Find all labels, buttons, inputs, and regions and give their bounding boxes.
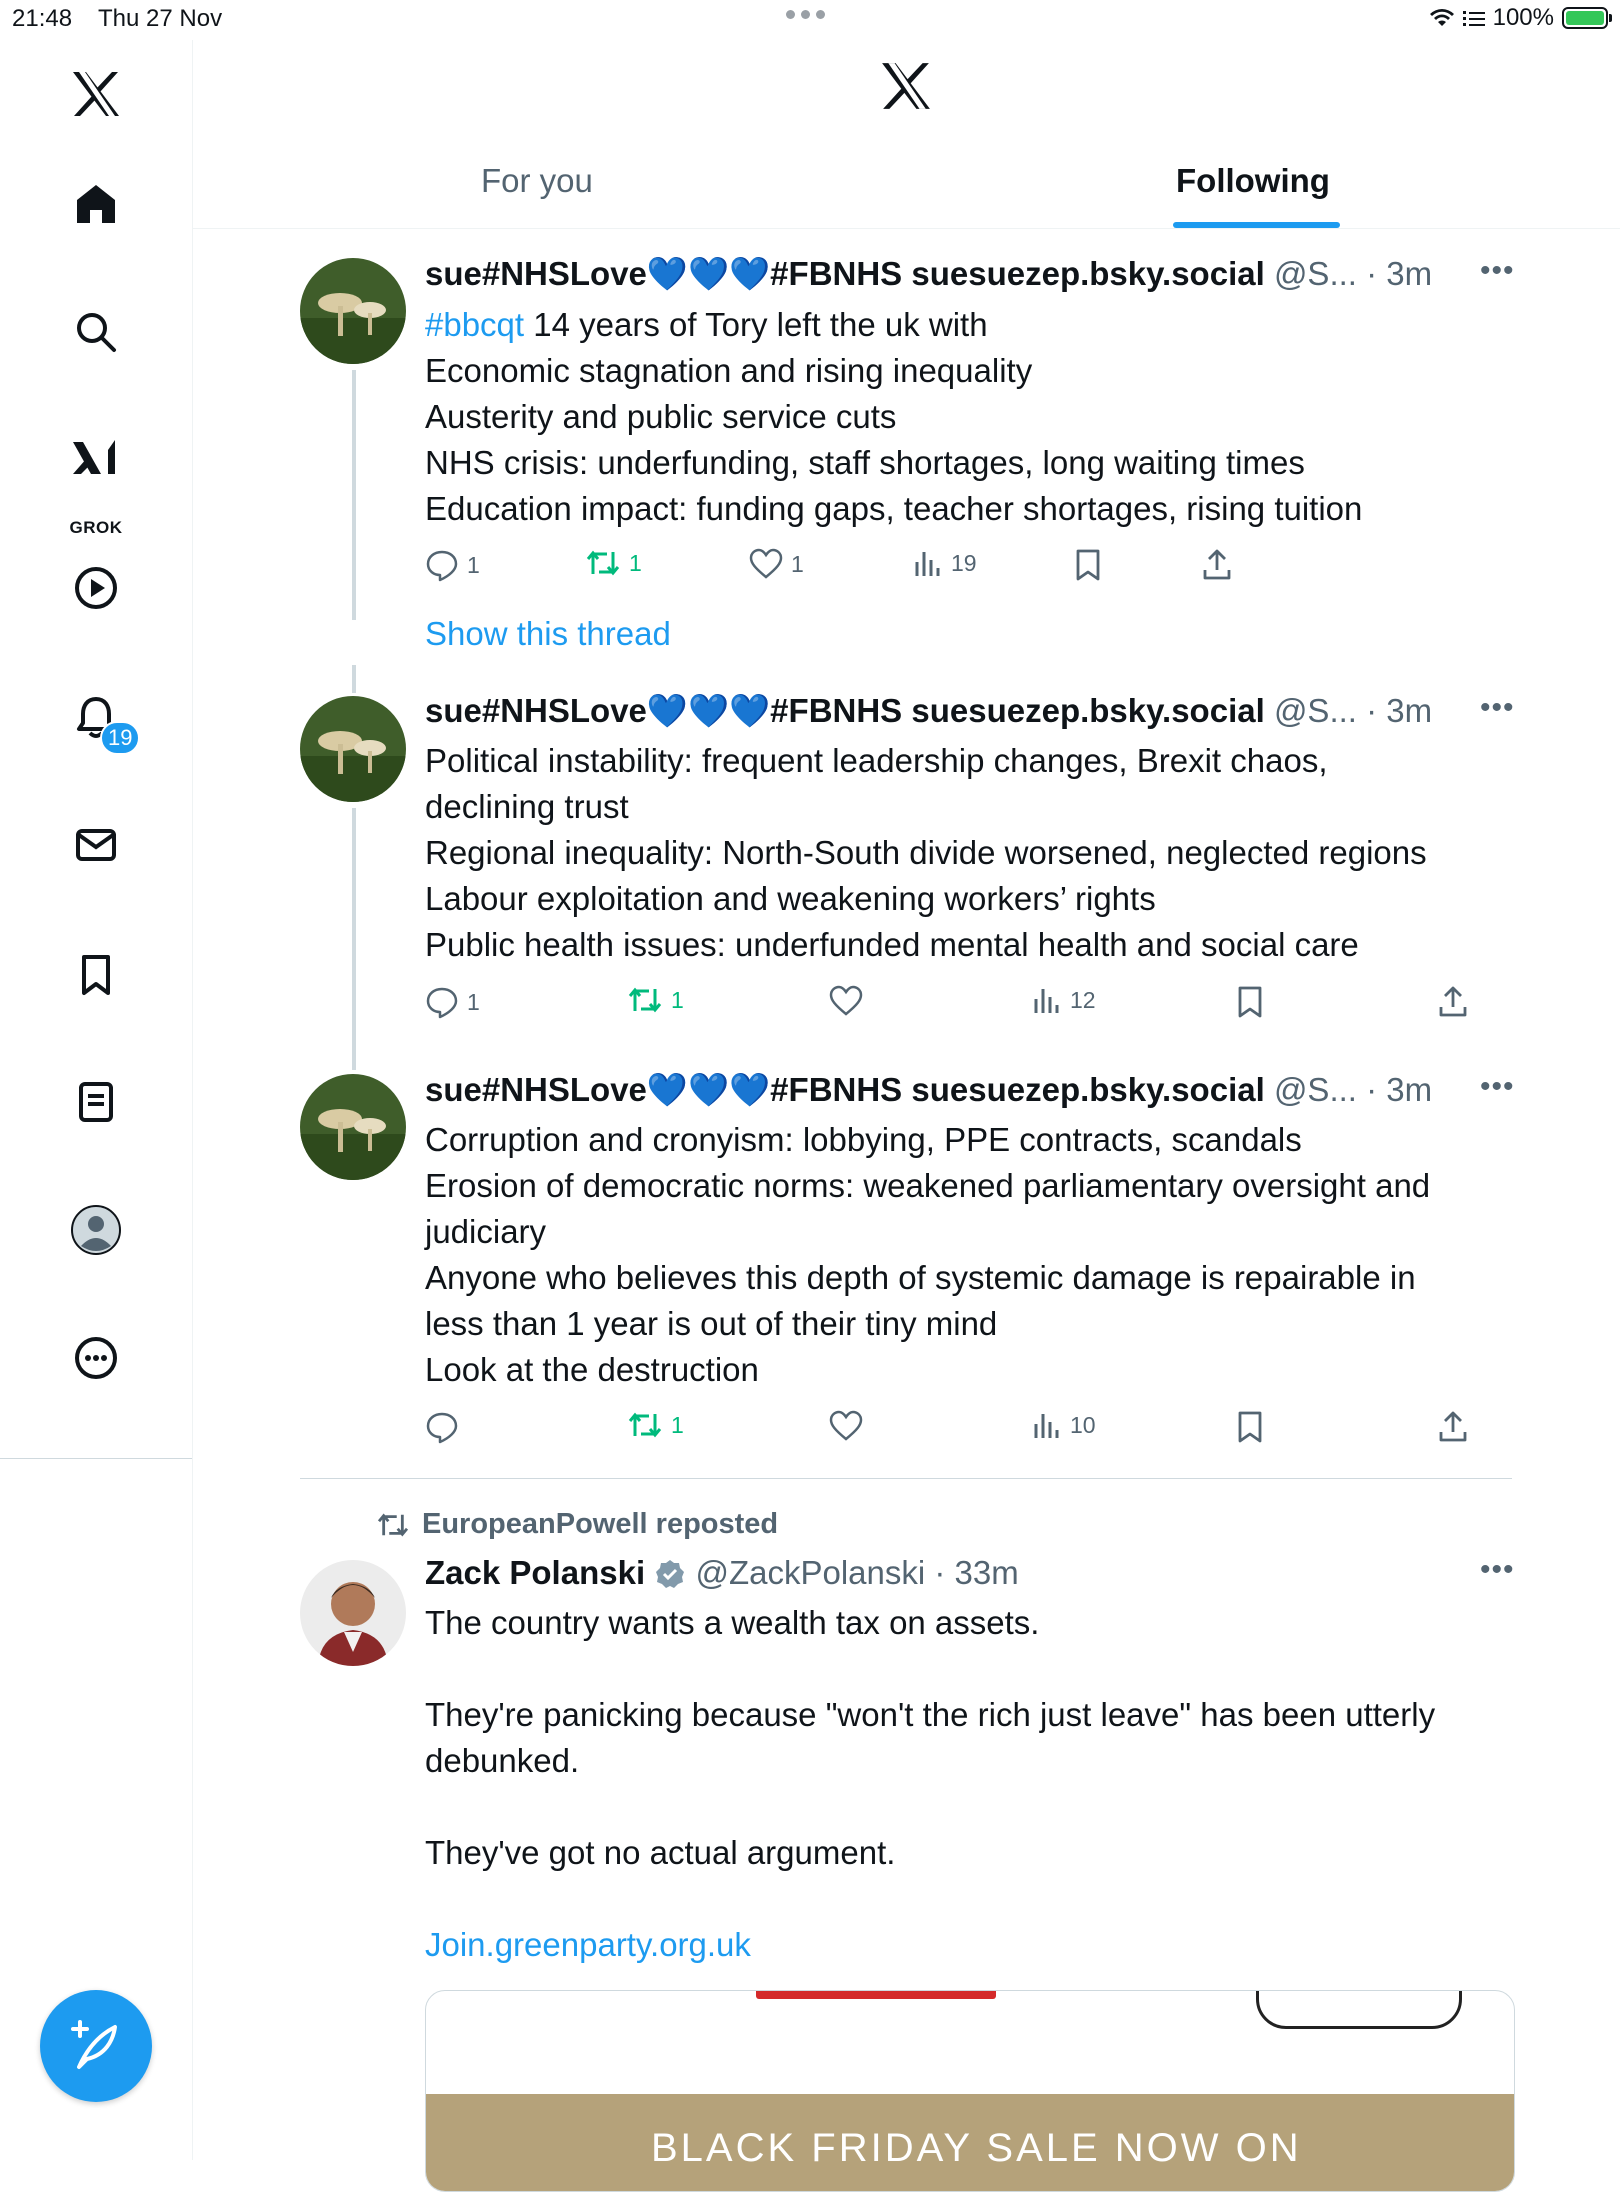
- verified-badge-icon: [654, 1558, 686, 1590]
- show-thread-link[interactable]: Show this thread: [425, 615, 671, 652]
- active-tab-indicator: [1173, 222, 1340, 228]
- repost-button[interactable]: 1: [585, 548, 642, 578]
- sidebar-divider: [0, 1458, 192, 1459]
- bookmark-icon: [1235, 1410, 1265, 1444]
- grok-label: GROK: [69, 518, 123, 537]
- views-button[interactable]: 10: [1032, 1410, 1096, 1440]
- reply-button[interactable]: 1: [425, 985, 480, 1019]
- share-icon: [1201, 548, 1233, 582]
- reply-icon: [425, 985, 459, 1019]
- bookmark-button[interactable]: [1073, 548, 1103, 582]
- tweet-more-icon[interactable]: •••: [1480, 254, 1515, 287]
- home-icon[interactable]: [64, 172, 128, 236]
- repost-button[interactable]: 1: [627, 1410, 684, 1440]
- tweet-author-name[interactable]: sue#NHSLove💙💙💙#FBNHS suesuezep.bsky.social: [425, 692, 1265, 729]
- like-button[interactable]: 1: [749, 548, 804, 580]
- timeline-tabs: [193, 140, 1620, 229]
- card-image-red-banner: [756, 1990, 996, 1999]
- tweet-header: [425, 1070, 1432, 1110]
- post-divider: [300, 1478, 1512, 1479]
- grok-icon[interactable]: [64, 426, 128, 490]
- battery-icon: [1562, 7, 1608, 29]
- heart-icon: [829, 1410, 863, 1442]
- views-chart-icon: [1032, 985, 1062, 1015]
- reply-button[interactable]: 1: [425, 548, 480, 582]
- reply-icon: [425, 1410, 459, 1444]
- tweet-author-avatar[interactable]: [300, 1074, 406, 1180]
- multitasking-dots-icon[interactable]: [786, 10, 825, 19]
- like-button[interactable]: [829, 1410, 863, 1442]
- status-right: [1429, 4, 1608, 32]
- card-image-pill: [1256, 1990, 1462, 2029]
- tweet-handle-time[interactable]: @S... · 3m: [1273, 255, 1433, 292]
- x-logo-icon[interactable]: [64, 62, 128, 126]
- sidebar: [0, 40, 193, 2160]
- battery-percent: 100%: [1492, 4, 1554, 31]
- bookmark-icon: [1073, 548, 1103, 582]
- repost-context[interactable]: [376, 1508, 778, 1541]
- reply-button[interactable]: [425, 1410, 459, 1444]
- compose-feather-icon: [69, 2019, 123, 2073]
- list-icon: [1463, 9, 1485, 27]
- status-time: 21:48: [12, 5, 73, 32]
- tweet-author-avatar[interactable]: [300, 696, 406, 802]
- bookmark-button[interactable]: [1235, 1410, 1265, 1444]
- heart-icon: [749, 548, 783, 580]
- repost-icon: [627, 985, 663, 1015]
- tweet-text: The country wants a wealth tax on assets. They're panicking because "won't the rich just leave" has been utterly debunked. They've got no actual argument. Join.greenparty.org.uk: [425, 1600, 1505, 1968]
- wifi-icon: [1429, 8, 1455, 28]
- tweet-handle-time[interactable]: @ZackPolanski · 33m: [695, 1554, 1019, 1591]
- tweet-header: [425, 254, 1432, 294]
- like-button[interactable]: [829, 985, 863, 1017]
- tweet-author-name[interactable]: sue#NHSLove💙💙💙#FBNHS suesuezep.bsky.social: [425, 255, 1265, 292]
- tweet-text: Corruption and cronyism: lobbying, PPE contracts, scandals Erosion of democratic norms: weakened parliamentary oversight and judiciary Anyone who believes this depth of systemic damage is repairable in less than 1 year is out of their tiny mind Look at the destruction: [425, 1121, 1431, 1388]
- link-preview-card[interactable]: [425, 1990, 1515, 2192]
- bookmarks-icon[interactable]: [64, 943, 128, 1007]
- thread-connector: [352, 370, 356, 620]
- views-button[interactable]: 19: [913, 548, 977, 578]
- tweet-header: [425, 1553, 1019, 1593]
- video-play-icon[interactable]: [64, 556, 128, 620]
- reposted-by-label: EuropeanPowell reposted: [422, 1508, 779, 1540]
- heart-icon: [829, 985, 863, 1017]
- hashtag-link[interactable]: #bbcqt: [425, 306, 525, 343]
- tweet-header: [425, 691, 1432, 731]
- card-text: BLACK FRIDAY SALE NOW ON: [651, 2126, 1302, 2170]
- profile-avatar-icon[interactable]: [64, 1198, 128, 1262]
- messages-mail-icon[interactable]: [64, 813, 128, 877]
- tweet-more-icon[interactable]: •••: [1480, 1070, 1515, 1103]
- views-chart-icon: [1032, 1410, 1062, 1440]
- external-link[interactable]: Join.greenparty.org.uk: [425, 1926, 751, 1963]
- reply-icon: [425, 548, 459, 582]
- thread-connector: [352, 808, 356, 1070]
- tweet-author-avatar[interactable]: [300, 258, 406, 364]
- tweet-author-name[interactable]: sue#NHSLove💙💙💙#FBNHS suesuezep.bsky.social: [425, 1071, 1265, 1108]
- tweet-text: #bbcqt 14 years of Tory left the uk with Economic stagnation and rising inequality Austerity and public service cuts NHS crisis: underfunding, staff shortages, long waiting times Education impact: funding gaps, teacher shortages, rising tuition: [425, 306, 1363, 527]
- tab-following[interactable]: Following: [1176, 162, 1330, 199]
- x-header-logo-icon[interactable]: [880, 62, 932, 115]
- share-button[interactable]: [1437, 985, 1469, 1019]
- share-button[interactable]: [1437, 1410, 1469, 1444]
- card-image-band: [426, 2094, 1514, 2192]
- tweet-author-avatar[interactable]: [300, 1560, 406, 1666]
- more-options-icon[interactable]: [64, 1326, 128, 1390]
- tweet-text: Political instability: frequent leadership changes, Brexit chaos, declining trust Regional inequality: North-South divide worsened, neglected regions Labour exploitation and weakening workers’ rights Public health issues: underfunded mental health and social care: [425, 742, 1427, 963]
- tweet-more-icon[interactable]: •••: [1480, 691, 1515, 724]
- views-button[interactable]: 12: [1032, 985, 1096, 1015]
- notifications-badge: 19: [100, 721, 140, 755]
- tweet-handle-time[interactable]: @S... · 3m: [1273, 1071, 1433, 1108]
- repost-icon: [376, 1511, 410, 1539]
- tab-for-you[interactable]: For you: [481, 162, 593, 199]
- lists-icon[interactable]: [64, 1070, 128, 1134]
- share-button[interactable]: [1201, 548, 1233, 582]
- views-chart-icon: [913, 548, 943, 578]
- repost-icon: [627, 1410, 663, 1440]
- bookmark-button[interactable]: [1235, 985, 1265, 1019]
- tweet-more-icon[interactable]: •••: [1480, 1553, 1515, 1586]
- repost-button[interactable]: 1: [627, 985, 684, 1015]
- compose-post-button[interactable]: [40, 1990, 152, 2102]
- search-icon[interactable]: [64, 300, 128, 364]
- status-bar: [0, 0, 1620, 40]
- tweet-handle-time[interactable]: @S... · 3m: [1273, 692, 1433, 729]
- repost-icon: [585, 548, 621, 578]
- share-icon: [1437, 985, 1469, 1019]
- tweet-author-name[interactable]: Zack Polanski: [425, 1554, 646, 1591]
- share-icon: [1437, 1410, 1469, 1444]
- bookmark-icon: [1235, 985, 1265, 1019]
- status-date: Thu 27 Nov: [98, 5, 223, 32]
- thread-connector: [352, 665, 356, 693]
